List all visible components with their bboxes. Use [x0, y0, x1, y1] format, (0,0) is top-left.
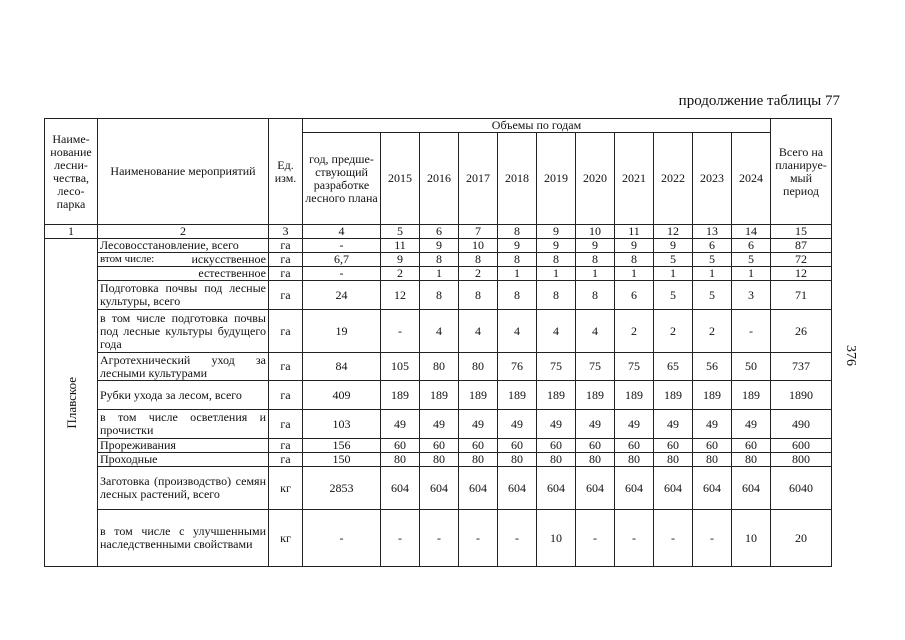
column-number: 10: [576, 225, 615, 239]
year-value: 56: [693, 353, 732, 381]
year-value: 2: [654, 310, 693, 353]
year-value: 80: [576, 453, 615, 467]
year-value: 9: [615, 239, 654, 253]
year-value: 65: [654, 353, 693, 381]
year-value: 75: [576, 353, 615, 381]
year-value: 4: [420, 310, 459, 353]
unit-cell: га: [269, 353, 303, 381]
year-value: 75: [615, 353, 654, 381]
column-number: 14: [732, 225, 771, 239]
year-value: 49: [381, 410, 420, 439]
previous-year-value: 156: [303, 439, 381, 453]
forestry-cell: [45, 239, 98, 567]
unit-cell: га: [269, 281, 303, 310]
column-number: 5: [381, 225, 420, 239]
table-row: [45, 381, 832, 410]
year-value: 49: [654, 410, 693, 439]
column-number: 1: [45, 225, 98, 239]
activity-name: в том числе подготовка почвы под лесные культуры будущего года: [98, 310, 269, 353]
column-number: 12: [654, 225, 693, 239]
year-value: 1: [498, 267, 537, 281]
year-value: 189: [576, 381, 615, 410]
year-value: 1: [537, 267, 576, 281]
previous-year-value: 409: [303, 381, 381, 410]
year-value: 80: [420, 353, 459, 381]
table-caption: продолжение таблицы 77: [678, 93, 840, 109]
header-previous-year: год, предше-ствующий разработке лесного плана: [303, 133, 381, 225]
previous-year-value: 19: [303, 310, 381, 353]
year-value: 49: [576, 410, 615, 439]
header-year: 2020: [576, 133, 615, 225]
year-value: 8: [420, 281, 459, 310]
year-value: -: [732, 310, 771, 353]
year-value: -: [459, 510, 498, 567]
year-value: 49: [420, 410, 459, 439]
year-value: 3: [732, 281, 771, 310]
year-value: 105: [381, 353, 420, 381]
previous-year-value: 2853: [303, 467, 381, 510]
year-value: 9: [381, 253, 420, 267]
previous-year-value: 150: [303, 453, 381, 467]
year-value: 8: [615, 253, 654, 267]
column-number: 3: [269, 225, 303, 239]
year-value: 1: [654, 267, 693, 281]
year-value: 10: [459, 239, 498, 253]
total-value: 87: [771, 239, 832, 253]
activity-name: Прореживания: [98, 439, 269, 453]
activity-name: Рубки ухода за лесом, всего: [98, 381, 269, 410]
year-value: 1: [615, 267, 654, 281]
forest-activities-table: [44, 118, 832, 567]
year-value: 5: [693, 281, 732, 310]
year-value: 76: [498, 353, 537, 381]
year-value: 6: [615, 281, 654, 310]
year-value: 60: [381, 439, 420, 453]
year-value: 8: [498, 253, 537, 267]
total-value: 800: [771, 453, 832, 467]
year-value: 49: [615, 410, 654, 439]
year-value: 49: [537, 410, 576, 439]
year-value: 80: [459, 453, 498, 467]
total-value: 20: [771, 510, 832, 567]
previous-year-value: 6,7: [303, 253, 381, 267]
year-value: 80: [615, 453, 654, 467]
year-value: 5: [693, 253, 732, 267]
column-number: 4: [303, 225, 381, 239]
year-value: 80: [498, 453, 537, 467]
activity-name: Заготовка (производство) семян лесных растений, всего: [98, 467, 269, 510]
header-year: 2017: [459, 133, 498, 225]
total-value: 71: [771, 281, 832, 310]
year-value: 2: [459, 267, 498, 281]
activity-name: естественное: [98, 267, 269, 281]
previous-year-value: 24: [303, 281, 381, 310]
year-value: 9: [420, 239, 459, 253]
year-value: 189: [615, 381, 654, 410]
year-value: 4: [576, 310, 615, 353]
year-value: 8: [537, 253, 576, 267]
unit-cell: га: [269, 267, 303, 281]
total-value: 12: [771, 267, 832, 281]
table-row: [45, 267, 832, 281]
year-value: 8: [576, 253, 615, 267]
previous-year-value: -: [303, 510, 381, 567]
activity-name: [98, 253, 269, 267]
previous-year-value: -: [303, 239, 381, 253]
year-value: 9: [537, 239, 576, 253]
table-row: [45, 253, 832, 267]
total-value: 600: [771, 439, 832, 453]
page-number: 376: [843, 345, 858, 366]
year-value: -: [615, 510, 654, 567]
year-value: 60: [537, 439, 576, 453]
header-unit: Ед. изм.: [269, 119, 303, 225]
forestry-name: Плавское: [63, 376, 79, 429]
year-value: 8: [576, 281, 615, 310]
table-row: [45, 453, 832, 467]
year-value: 9: [576, 239, 615, 253]
header-total: Всего на планируе-мый период: [771, 119, 832, 225]
year-value: 8: [537, 281, 576, 310]
year-value: 1: [420, 267, 459, 281]
year-value: 5: [732, 253, 771, 267]
year-value: 60: [576, 439, 615, 453]
year-value: 2: [615, 310, 654, 353]
year-value: 60: [420, 439, 459, 453]
year-value: 80: [420, 453, 459, 467]
year-value: 75: [537, 353, 576, 381]
year-value: 5: [654, 281, 693, 310]
year-value: 604: [420, 467, 459, 510]
header-year: 2022: [654, 133, 693, 225]
previous-year-value: 84: [303, 353, 381, 381]
year-value: 6: [732, 239, 771, 253]
header-activity: Наименование мероприятий: [98, 119, 269, 225]
table-row: [45, 410, 832, 439]
year-value: 50: [732, 353, 771, 381]
table-row: [45, 467, 832, 510]
unit-cell: кг: [269, 510, 303, 567]
year-value: 80: [459, 353, 498, 381]
column-number: 7: [459, 225, 498, 239]
table-row: [45, 353, 832, 381]
year-value: 10: [732, 510, 771, 567]
year-value: 604: [576, 467, 615, 510]
column-number: 15: [771, 225, 832, 239]
year-value: 1: [732, 267, 771, 281]
year-value: 1: [693, 267, 732, 281]
year-value: 6: [693, 239, 732, 253]
unit-cell: га: [269, 439, 303, 453]
year-value: 80: [732, 453, 771, 467]
year-value: 189: [732, 381, 771, 410]
total-value: 6040: [771, 467, 832, 510]
year-value: 11: [381, 239, 420, 253]
year-value: 189: [459, 381, 498, 410]
year-value: 189: [537, 381, 576, 410]
column-number: 11: [615, 225, 654, 239]
year-value: 604: [732, 467, 771, 510]
unit-cell: га: [269, 381, 303, 410]
year-value: 604: [537, 467, 576, 510]
year-value: 2: [693, 310, 732, 353]
year-value: 60: [693, 439, 732, 453]
activity-name: Проходные: [98, 453, 269, 467]
unit-cell: кг: [269, 467, 303, 510]
year-value: -: [498, 510, 537, 567]
year-value: 80: [381, 453, 420, 467]
table-row: [45, 510, 832, 567]
year-value: -: [381, 510, 420, 567]
year-value: 80: [654, 453, 693, 467]
year-value: 604: [654, 467, 693, 510]
year-value: 8: [459, 253, 498, 267]
year-value: 8: [459, 281, 498, 310]
total-value: 26: [771, 310, 832, 353]
unit-cell: га: [269, 310, 303, 353]
year-value: 9: [498, 239, 537, 253]
table-row: [45, 281, 832, 310]
year-value: 10: [537, 510, 576, 567]
total-value: 1890: [771, 381, 832, 410]
year-value: 60: [732, 439, 771, 453]
year-value: -: [420, 510, 459, 567]
header-year: 2016: [420, 133, 459, 225]
activity-name-prefix: втом числе:: [100, 253, 155, 265]
column-number: 9: [537, 225, 576, 239]
year-value: 60: [498, 439, 537, 453]
year-value: -: [576, 510, 615, 567]
year-value: -: [693, 510, 732, 567]
year-value: -: [381, 310, 420, 353]
activity-name: Подготовка почвы под лесные культуры, всего: [98, 281, 269, 310]
year-value: 9: [654, 239, 693, 253]
unit-cell: га: [269, 410, 303, 439]
year-value: 604: [498, 467, 537, 510]
year-value: 4: [459, 310, 498, 353]
unit-cell: га: [269, 239, 303, 253]
year-value: 2: [381, 267, 420, 281]
year-value: 49: [732, 410, 771, 439]
header-year: 2019: [537, 133, 576, 225]
year-value: 8: [420, 253, 459, 267]
year-value: 1: [576, 267, 615, 281]
previous-year-value: -: [303, 267, 381, 281]
activity-name: в том числе с улучшенными наследственными свойствами: [98, 510, 269, 567]
year-value: 189: [498, 381, 537, 410]
year-value: 189: [420, 381, 459, 410]
activity-name: в том числе осветления и прочистки: [98, 410, 269, 439]
year-value: -: [654, 510, 693, 567]
year-value: 80: [537, 453, 576, 467]
unit-cell: га: [269, 253, 303, 267]
column-number: 13: [693, 225, 732, 239]
column-number: 6: [420, 225, 459, 239]
year-value: 8: [498, 281, 537, 310]
header-forestry: Наиме-нование лесни-чества, лесо-парка: [45, 119, 98, 225]
year-value: 80: [693, 453, 732, 467]
header-year: 2023: [693, 133, 732, 225]
year-value: 60: [459, 439, 498, 453]
unit-cell: га: [269, 453, 303, 467]
year-value: 604: [381, 467, 420, 510]
header-year: 2024: [732, 133, 771, 225]
table-row: [45, 439, 832, 453]
column-number: 2: [98, 225, 269, 239]
year-value: 5: [654, 253, 693, 267]
year-value: 49: [693, 410, 732, 439]
activity-name: Агротехнический уход за лесными культурами: [98, 353, 269, 381]
year-value: 4: [498, 310, 537, 353]
year-value: 49: [459, 410, 498, 439]
table-row: [45, 310, 832, 353]
year-value: 604: [693, 467, 732, 510]
column-number: 8: [498, 225, 537, 239]
header-year: 2018: [498, 133, 537, 225]
previous-year-value: 103: [303, 410, 381, 439]
activity-name: Лесовосстановление, всего: [98, 239, 269, 253]
year-value: 60: [615, 439, 654, 453]
year-value: 189: [693, 381, 732, 410]
year-value: 4: [537, 310, 576, 353]
year-value: 49: [498, 410, 537, 439]
table-row: [45, 239, 832, 253]
header-volumes: Объемы по годам: [303, 119, 771, 133]
year-value: 189: [654, 381, 693, 410]
header-year: 2021: [615, 133, 654, 225]
total-value: 72: [771, 253, 832, 267]
year-value: 604: [615, 467, 654, 510]
year-value: 604: [459, 467, 498, 510]
year-value: 12: [381, 281, 420, 310]
total-value: 490: [771, 410, 832, 439]
year-value: 60: [654, 439, 693, 453]
activity-name-suffix: искусственное: [191, 252, 266, 266]
header-year: 2015: [381, 133, 420, 225]
total-value: 737: [771, 353, 832, 381]
year-value: 189: [381, 381, 420, 410]
